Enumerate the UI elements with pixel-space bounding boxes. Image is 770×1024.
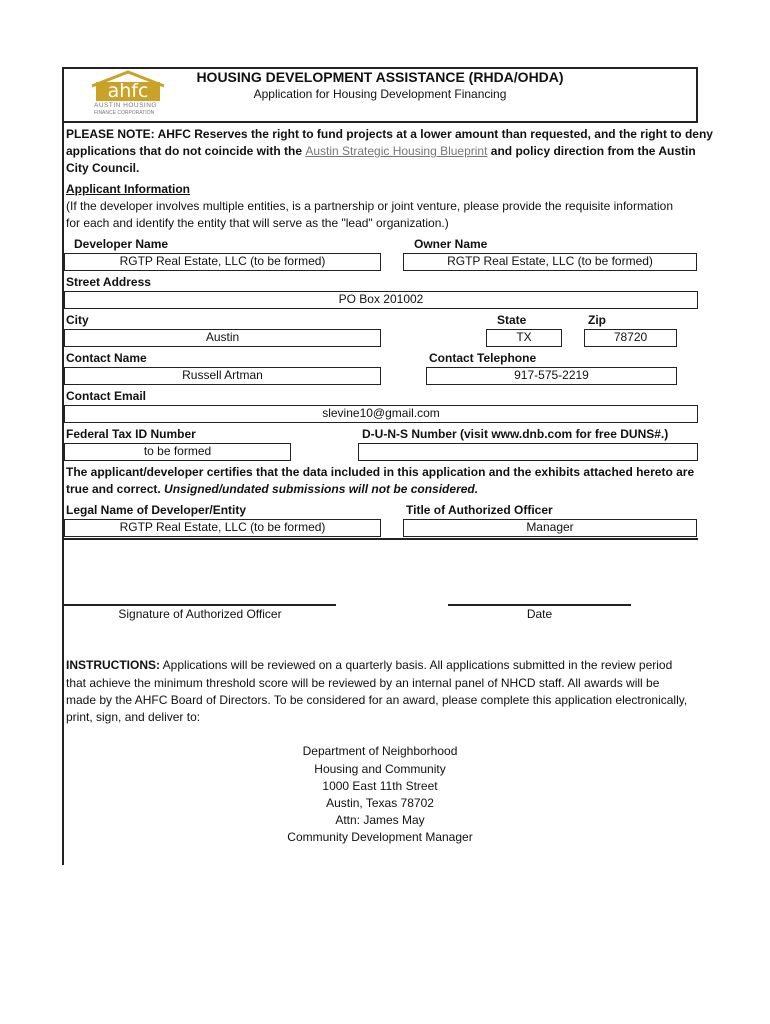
page-subtitle: Application for Housing Development Financing: [253, 87, 507, 101]
tax-id-label: Federal Tax ID Number: [66, 427, 196, 441]
instructions-line-4: print, sign, and deliver to:: [66, 710, 201, 724]
owner-name-label: Owner Name: [414, 237, 488, 251]
instructions-line-1: [66, 657, 672, 674]
note-line-3: City Council.: [66, 161, 140, 175]
contact-name-field[interactable]: Russell Artman: [64, 367, 381, 385]
applicant-desc-2: for each and identify the entity that will serve as the "lead" organization.): [66, 216, 449, 230]
applicant-desc-1: (If the developer involves multiple entities, is a partnership or joint venture, please provide the requisite information: [66, 199, 673, 213]
certify-text: true and correct.: [66, 482, 165, 496]
officer-title-label: Title of Authorized Officer: [406, 503, 553, 517]
note-text: applications that do not coincide with the: [66, 144, 306, 158]
owner-name-field[interactable]: RGTP Real Estate, LLC (to be formed): [403, 253, 697, 271]
certify-warning: Unsigned/undated submissions will not be considered.: [164, 482, 479, 496]
page-title: HOUSING DEVELOPMENT ASSISTANCE (RHDA/OHDA): [196, 69, 564, 85]
note-line-2: [66, 143, 696, 160]
city-field[interactable]: Austin: [64, 329, 381, 347]
certify-line-1: The applicant/developer certifies that the data included in this application and the exhibits attached hereto are: [66, 465, 695, 479]
legal-name-label: Legal Name of Developer/Entity: [66, 503, 247, 517]
legal-name-field[interactable]: RGTP Real Estate, LLC (to be formed): [64, 519, 381, 537]
contact-phone-label: Contact Telephone: [429, 351, 537, 365]
street-address-field[interactable]: PO Box 201002: [64, 291, 698, 309]
state-field[interactable]: TX: [486, 329, 562, 347]
address-line-6: Community Development Manager: [287, 830, 473, 844]
contact-email-field[interactable]: slevine10@gmail.com: [64, 405, 698, 423]
section-divider: [64, 538, 698, 540]
logo-line-1: AUSTIN HOUSING: [94, 102, 157, 109]
contact-email-label: Contact Email: [66, 389, 147, 403]
date-label: Date: [526, 607, 553, 621]
contact-name-label: Contact Name: [66, 351, 147, 365]
zip-field[interactable]: 78720: [584, 329, 677, 347]
duns-label: D-U-N-S Number (visit www.dnb.com for free DUNS#.): [362, 427, 669, 441]
state-label: State: [497, 313, 527, 327]
tax-id-field[interactable]: to be formed: [64, 443, 291, 461]
instructions-line-2: that achieve the minimum threshold score will be reviewed by an internal panel of NHCD staff. All awards will be: [66, 676, 660, 690]
zip-label: Zip: [588, 313, 606, 327]
logo-line-2: FINANCE CORPORATION: [94, 110, 155, 116]
city-label: City: [66, 313, 89, 327]
address-line-2: Housing and Community: [314, 762, 446, 776]
instructions-label: INSTRUCTIONS:: [66, 658, 160, 672]
officer-title-field[interactable]: Manager: [403, 519, 697, 537]
note-text-end: and policy direction from the Austin: [487, 144, 696, 158]
instructions-text: Applications will be reviewed on a quarterly basis. All applications submitted in the review period: [160, 658, 673, 672]
instructions-line-3: made by the AHFC Board of Directors. To be considered for an award, please complete this application electronically,: [66, 693, 688, 707]
left-border: [62, 123, 64, 865]
address-line-5: Attn: James May: [335, 813, 425, 827]
applicant-heading: Applicant Information: [66, 182, 190, 196]
note-line-1: PLEASE NOTE: AHFC Reserves the right to fund projects at a lower amount than requested, and the right to deny: [66, 127, 713, 141]
contact-phone-field[interactable]: 917-575-2219: [426, 367, 677, 385]
blueprint-link[interactable]: Austin Strategic Housing Blueprint: [305, 144, 488, 158]
logo-wordmark: ahfc: [107, 80, 149, 102]
signature-label: Signature of Authorized Officer: [118, 607, 282, 621]
address-line-3: 1000 East 11th Street: [322, 779, 438, 793]
duns-field[interactable]: [358, 443, 698, 461]
street-address-label: Street Address: [66, 275, 151, 289]
developer-name-label: Developer Name: [74, 237, 169, 251]
certify-line-2: [66, 481, 478, 498]
address-line-4: Austin, Texas 78702: [326, 796, 434, 810]
address-line-1: Department of Neighborhood: [302, 744, 458, 758]
developer-name-field[interactable]: RGTP Real Estate, LLC (to be formed): [64, 253, 381, 271]
